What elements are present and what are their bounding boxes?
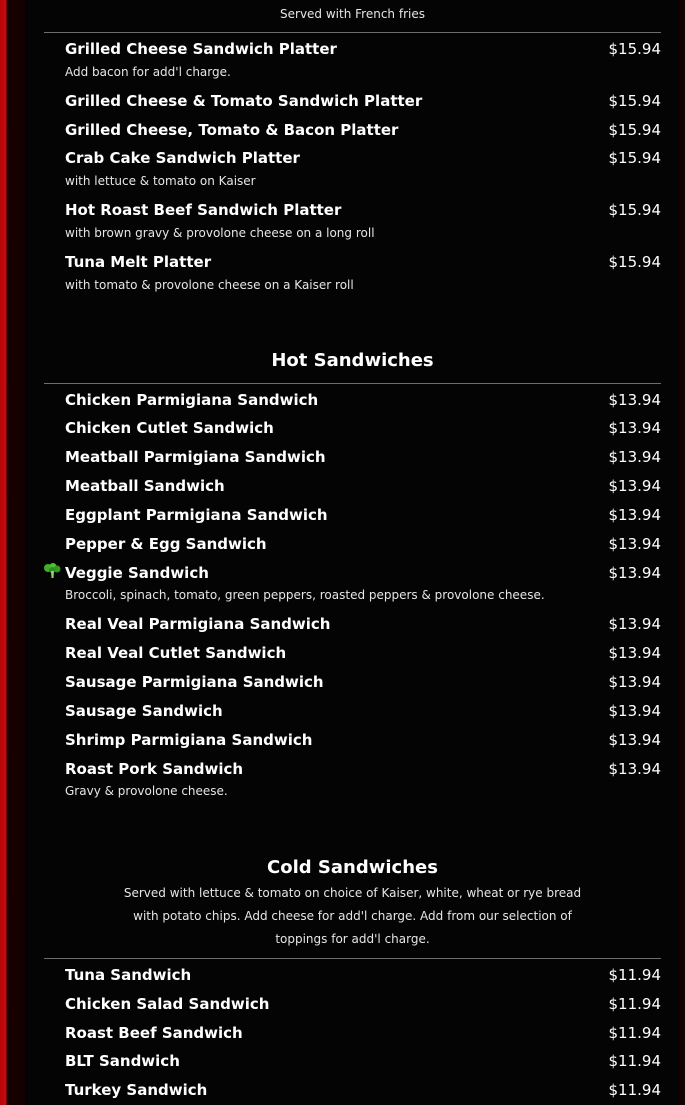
menu-item-price: $11.94 — [608, 966, 661, 984]
menu-item-name: Turkey Sandwich — [65, 1081, 208, 1099]
menu-item-desc: Add bacon for add'l charge. — [65, 65, 231, 79]
menu-item-price: $15.94 — [608, 121, 661, 139]
menu-item-name: Tuna Sandwich — [65, 966, 192, 984]
menu-item-desc: Broccoli, spinach, tomato, green peppers, roasted peppers & provolone cheese. — [65, 588, 545, 602]
menu-item-name: BLT Sandwich — [65, 1052, 180, 1070]
menu-item-name: Shrimp Parmigiana Sandwich — [65, 731, 313, 749]
menu-item-price: $13.94 — [608, 673, 661, 691]
menu-item-name: Roast Pork Sandwich — [65, 760, 244, 778]
menu-item-price: $15.94 — [608, 253, 661, 271]
menu-item-price: $15.94 — [608, 92, 661, 110]
platters-divider — [44, 32, 661, 33]
menu-item-name: Tuna Melt Platter — [65, 253, 212, 271]
menu-item-name: Real Veal Parmigiana Sandwich — [65, 615, 331, 633]
cold-sandwiches-intro-line: Served with lettuce & tomato on choice of Kaiser, white, wheat or rye bread — [123, 886, 582, 900]
menu-item-price: $15.94 — [608, 149, 661, 167]
menu-item-name: Meatball Sandwich — [65, 477, 225, 495]
menu-item-name: Grilled Cheese, Tomato & Bacon Platter — [65, 121, 399, 139]
menu-item-name: Sausage Parmigiana Sandwich — [65, 673, 324, 691]
menu-item-price: $11.94 — [608, 995, 661, 1013]
menu-item-price: $13.94 — [608, 702, 661, 720]
menu-item-price: $13.94 — [608, 506, 661, 524]
menu-item-price: $13.94 — [608, 731, 661, 749]
menu-item-price: $13.94 — [608, 535, 661, 553]
menu-item-desc: with tomato & provolone cheese on a Kaiser roll — [65, 278, 354, 292]
menu-content — [27, 0, 678, 1105]
menu-item-name: Grilled Cheese & Tomato Sandwich Platter — [65, 92, 423, 110]
platters-intro: Served with French fries — [280, 7, 425, 21]
menu-item-price: $15.94 — [608, 40, 661, 58]
menu-item-price: $13.94 — [608, 477, 661, 495]
menu-item-name: Sausage Sandwich — [65, 702, 223, 720]
menu-item-price: $11.94 — [608, 1052, 661, 1070]
menu-item-price: $11.94 — [608, 1081, 661, 1099]
menu-item-name: Grilled Cheese Sandwich Platter — [65, 40, 337, 58]
menu-item-price: $13.94 — [608, 448, 661, 466]
menu-item-price: $13.94 — [608, 391, 661, 409]
menu-item-name: Roast Beef Sandwich — [65, 1024, 243, 1042]
cold-sandwiches-intro-line: with potato chips. Add cheese for add'l charge. Add from our selection of — [133, 909, 572, 923]
menu-item-desc: with lettuce & tomato on Kaiser — [65, 174, 256, 188]
cold-sandwiches-title: Cold Sandwiches — [267, 857, 438, 878]
menu-item-name: Chicken Salad Sandwich — [65, 995, 270, 1013]
menu-item-desc: with brown gravy & provolone cheese on a long roll — [65, 226, 375, 240]
menu-item-price: $11.94 — [608, 1024, 661, 1042]
right-border — [678, 0, 685, 1105]
menu-item-price: $13.94 — [608, 615, 661, 633]
broccoli-icon — [43, 563, 61, 579]
menu-item-desc: Gravy & provolone cheese. — [65, 784, 228, 798]
menu-item-price: $13.94 — [608, 760, 661, 778]
left-red-border — [0, 0, 26, 1105]
menu-item-name: Hot Roast Beef Sandwich Platter — [65, 201, 342, 219]
menu-item-price: $13.94 — [608, 564, 661, 582]
menu-item-name: Veggie Sandwich — [65, 564, 209, 582]
cold-sandwiches-divider — [44, 958, 661, 959]
hot-sandwiches-title: Hot Sandwiches — [271, 350, 434, 371]
menu-item-name: Real Veal Cutlet Sandwich — [65, 644, 287, 662]
menu-item-name: Chicken Cutlet Sandwich — [65, 419, 274, 437]
menu-item-name: Meatball Parmigiana Sandwich — [65, 448, 326, 466]
menu-item-name: Chicken Parmigiana Sandwich — [65, 391, 319, 409]
menu-item-price: $15.94 — [608, 201, 661, 219]
menu-item-name: Pepper & Egg Sandwich — [65, 535, 267, 553]
hot-sandwiches-divider — [44, 383, 661, 384]
menu-item-name: Crab Cake Sandwich Platter — [65, 149, 300, 167]
menu-item-price: $13.94 — [608, 644, 661, 662]
cold-sandwiches-intro-line: toppings for add'l charge. — [275, 932, 430, 946]
menu-item-price: $13.94 — [608, 419, 661, 437]
menu-item-name: Eggplant Parmigiana Sandwich — [65, 506, 328, 524]
